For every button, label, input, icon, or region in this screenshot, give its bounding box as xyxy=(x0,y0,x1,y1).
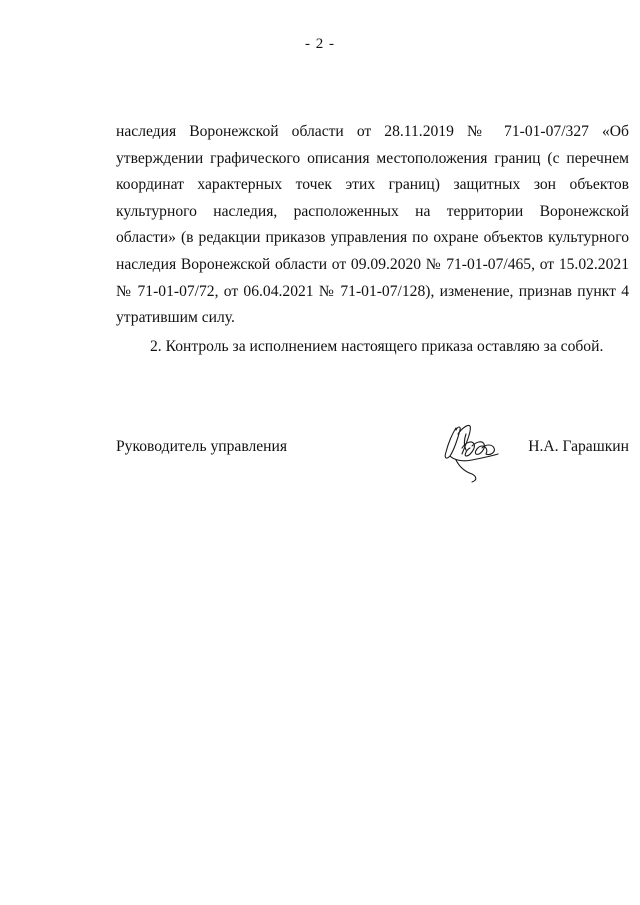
paragraph-continuation: наследия Воронежской области от 28.11.2019 № 71-01-07/327 «Об утверждении графического описания местоположения границ (с перечнем координат характерных точек этих границ) защитных зон объектов культурного наследия, расположенных на территории Воронежской области» (в редакции приказов управления по охране объектов культурного наследия Воронежской области от 09.09.2020 № 71-01-07/465, от 15.02.2021 № 71-01-07/72, от 06.04.2021 № 71-01-07/128), изменение, признав пункт 4 утратившим силу. xyxy=(116,123,629,327)
signer-name: Н.А. Гарашкин xyxy=(528,438,629,455)
page-number: - 2 - xyxy=(305,36,335,52)
signature-block xyxy=(116,438,629,498)
handwritten-signature xyxy=(436,414,506,486)
document-body xyxy=(116,119,629,360)
paragraph-item-2: 2. Контроль за исполнением настоящего приказа оставляю за собой. xyxy=(150,337,604,355)
signer-position: Руководитель управления xyxy=(116,438,288,455)
